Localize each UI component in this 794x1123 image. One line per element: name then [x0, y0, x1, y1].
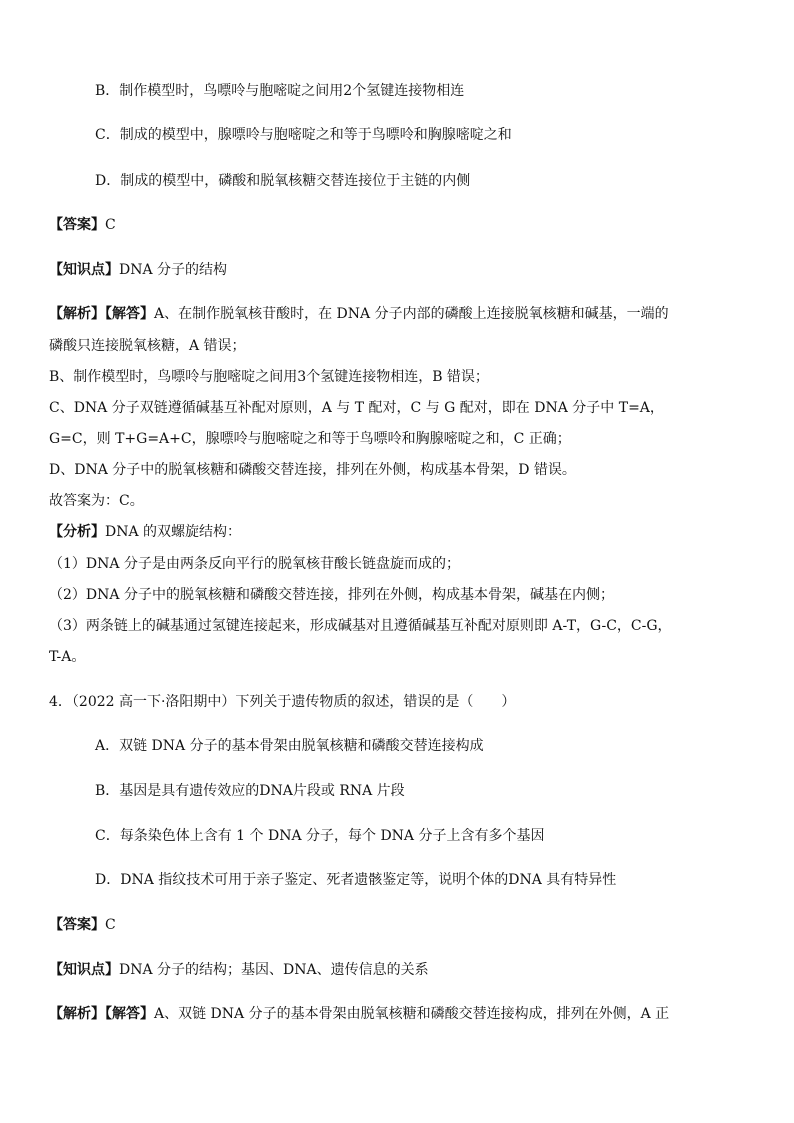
knowledge-tag: 【知识点】 [49, 262, 119, 278]
q4-answer [49, 915, 116, 935]
q3-knowledge [49, 260, 227, 280]
q3-analysis-line-3: B、制作模型时，鸟嘌呤与胞嘧啶之间用3个氢键连接物相连，B 错误； [49, 369, 489, 385]
answer-value: C [105, 917, 116, 933]
answer-value: C [105, 217, 116, 233]
q4-stem: 4．（2022 高一下·洛阳期中）下列关于遗传物质的叙述，错误的是（ ） [49, 694, 516, 710]
q3-fenxi-line-1: （1）DNA 分子是由两条反向平行的脱氧核苷酸长链盘旋而成的； [49, 556, 460, 572]
q4-option-a: A．双链 DNA 分子的基本骨架由脱氧核糖和磷酸交替连接构成 [95, 738, 484, 754]
analysis-text: A、双链 DNA 分子的基本骨架由脱氧核糖和磷酸交替连接构成，排列在外侧，A 正 [154, 1006, 670, 1022]
analysis-text: A、在制作脱氧核苷酸时，在 DNA 分子内部的磷酸上连接脱氧核糖和碱基，一端的 [154, 306, 669, 322]
q3-analysis-line-2: 磷酸只连接脱氧核糖，A 错误； [49, 338, 246, 354]
q3-analysis-line-6: D、DNA 分子中的脱氧核糖和磷酸交替连接，排列在外侧，构成基本骨架，D 错误。 [49, 462, 576, 478]
fenxi-tag: 【分析】 [49, 524, 105, 540]
q3-answer [49, 215, 116, 235]
q4-option-d: D．DNA 指纹技术可用于亲子鉴定、死者遗骸鉴定等，说明个体的DNA 具有特异性 [95, 872, 617, 888]
knowledge-value: DNA 分子的结构 [119, 262, 228, 278]
answer-tag: 【答案】 [49, 917, 105, 933]
q3-option-b: B．制作模型时，鸟嘌呤与胞嘧啶之间用2个氢键连接物相连 [95, 83, 465, 99]
answer-tag: 【答案】 [49, 217, 105, 233]
fenxi-title: DNA 的双螺旋结构： [105, 524, 242, 540]
q4-analysis-line-1 [49, 1004, 669, 1024]
q3-option-d: D．制成的模型中，磷酸和脱氧核糖交替连接位于主链的内侧 [95, 173, 471, 189]
q3-fenxi-line-2: （2）DNA 分子中的脱氧核糖和磷酸交替连接，排列在外侧，构成基本骨架，碱基在内侧； [49, 587, 614, 603]
q4-knowledge [49, 960, 429, 980]
q3-analysis-line-1 [49, 304, 669, 324]
q3-fenxi-line-4: T-A。 [49, 649, 86, 665]
knowledge-tag: 【知识点】 [49, 962, 119, 978]
analysis-tag: 【解析】【解答】 [49, 1006, 154, 1022]
q4-option-b: B．基因是具有遗传效应的DNA片段或 RNA 片段 [95, 783, 405, 799]
analysis-tag: 【解析】【解答】 [49, 306, 154, 322]
q3-fenxi [49, 522, 241, 542]
q3-analysis-line-5: G=C，则 T+G=A+C，腺嘌呤与胞嘧啶之和等于鸟嘌呤和胸腺嘧啶之和，C 正确； [49, 431, 571, 447]
q3-analysis-line-7: 故答案为：C。 [49, 493, 144, 509]
q3-option-c: C．制成的模型中，腺嘌呤与胞嘧啶之和等于鸟嘌呤和胸腺嘧啶之和 [95, 127, 512, 143]
q3-fenxi-line-3: （3）两条链上的碱基通过氢键连接起来，形成碱基对且遵循碱基互补配对原则即 A-T，G-C，C-G， [49, 618, 672, 634]
q3-analysis-line-4: C、DNA 分子双链遵循碱基互补配对原则，A 与 T 配对，C 与 G 配对，即在 DNA 分子中 T=A， [49, 400, 664, 416]
knowledge-value: DNA 分子的结构；基因、DNA、遗传信息的关系 [119, 962, 429, 978]
q4-option-c: C．每条染色体上含有 1 个 DNA 分子，每个 DNA 分子上含有多个基因 [95, 828, 545, 844]
